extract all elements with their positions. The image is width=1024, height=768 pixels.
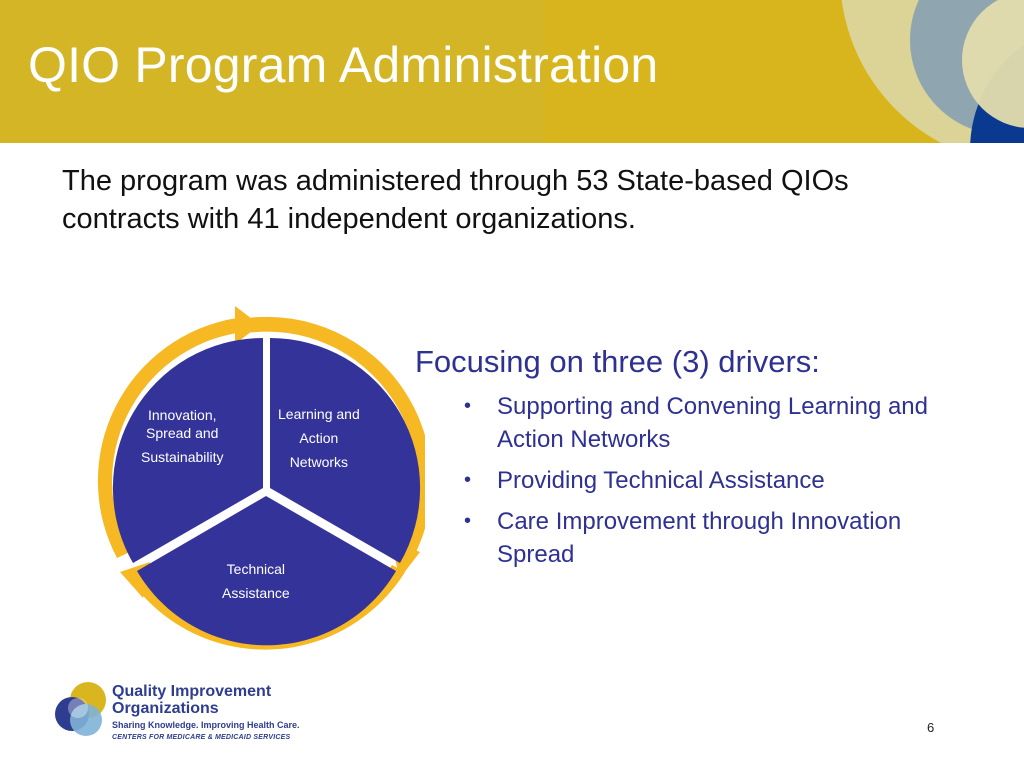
bullet-icon: • (464, 469, 472, 491)
label-line: Networks (289, 454, 349, 470)
slide-title: QIO Program Administration (28, 37, 659, 93)
driver-text: Supporting and Convening Learning and Action Networks (497, 393, 929, 453)
cycle-graphic (95, 300, 425, 670)
label-line: Assistance (222, 585, 290, 601)
driver-item (415, 464, 977, 497)
segment-label-learning (278, 402, 360, 474)
intro-paragraph: The program was administered through 53 State-based QIOs contracts with 41 independent organizations. (62, 165, 849, 235)
driver-text: Care Improvement through Innovation Spread (497, 508, 902, 568)
qio-logo-wordmark (112, 683, 300, 741)
label-line: Innovation, (148, 407, 217, 423)
label-line: Action (299, 430, 339, 446)
bullet-icon: • (464, 510, 472, 532)
logo-agency: CENTERS FOR MEDICARE & MEDICAID SERVICES (112, 734, 291, 741)
logo-tagline: Sharing Knowledge. Improving Health Care. (112, 720, 300, 730)
page-number: 6 (927, 720, 935, 735)
driver-item (415, 505, 977, 571)
label-line: Sustainability (141, 449, 224, 465)
driver-text: Providing Technical Assistance (497, 467, 825, 494)
qio-logo-icon (52, 678, 112, 740)
label-line: Spread and (146, 425, 219, 441)
label-line: Technical (226, 561, 286, 577)
drivers-cycle-diagram (95, 300, 425, 675)
bullet-icon: • (464, 395, 472, 417)
logo-name: Quality Improvement Organizations (112, 683, 272, 717)
header-banner (0, 0, 1024, 143)
drivers-heading: Focusing on three (3) drivers: (415, 344, 820, 379)
driver-item (415, 390, 977, 456)
drivers-list (415, 390, 1015, 571)
drivers-section (415, 340, 1015, 579)
segment-label-innovation (141, 406, 224, 466)
segment-label-technical (222, 557, 290, 605)
label-line: Learning and (278, 406, 360, 422)
